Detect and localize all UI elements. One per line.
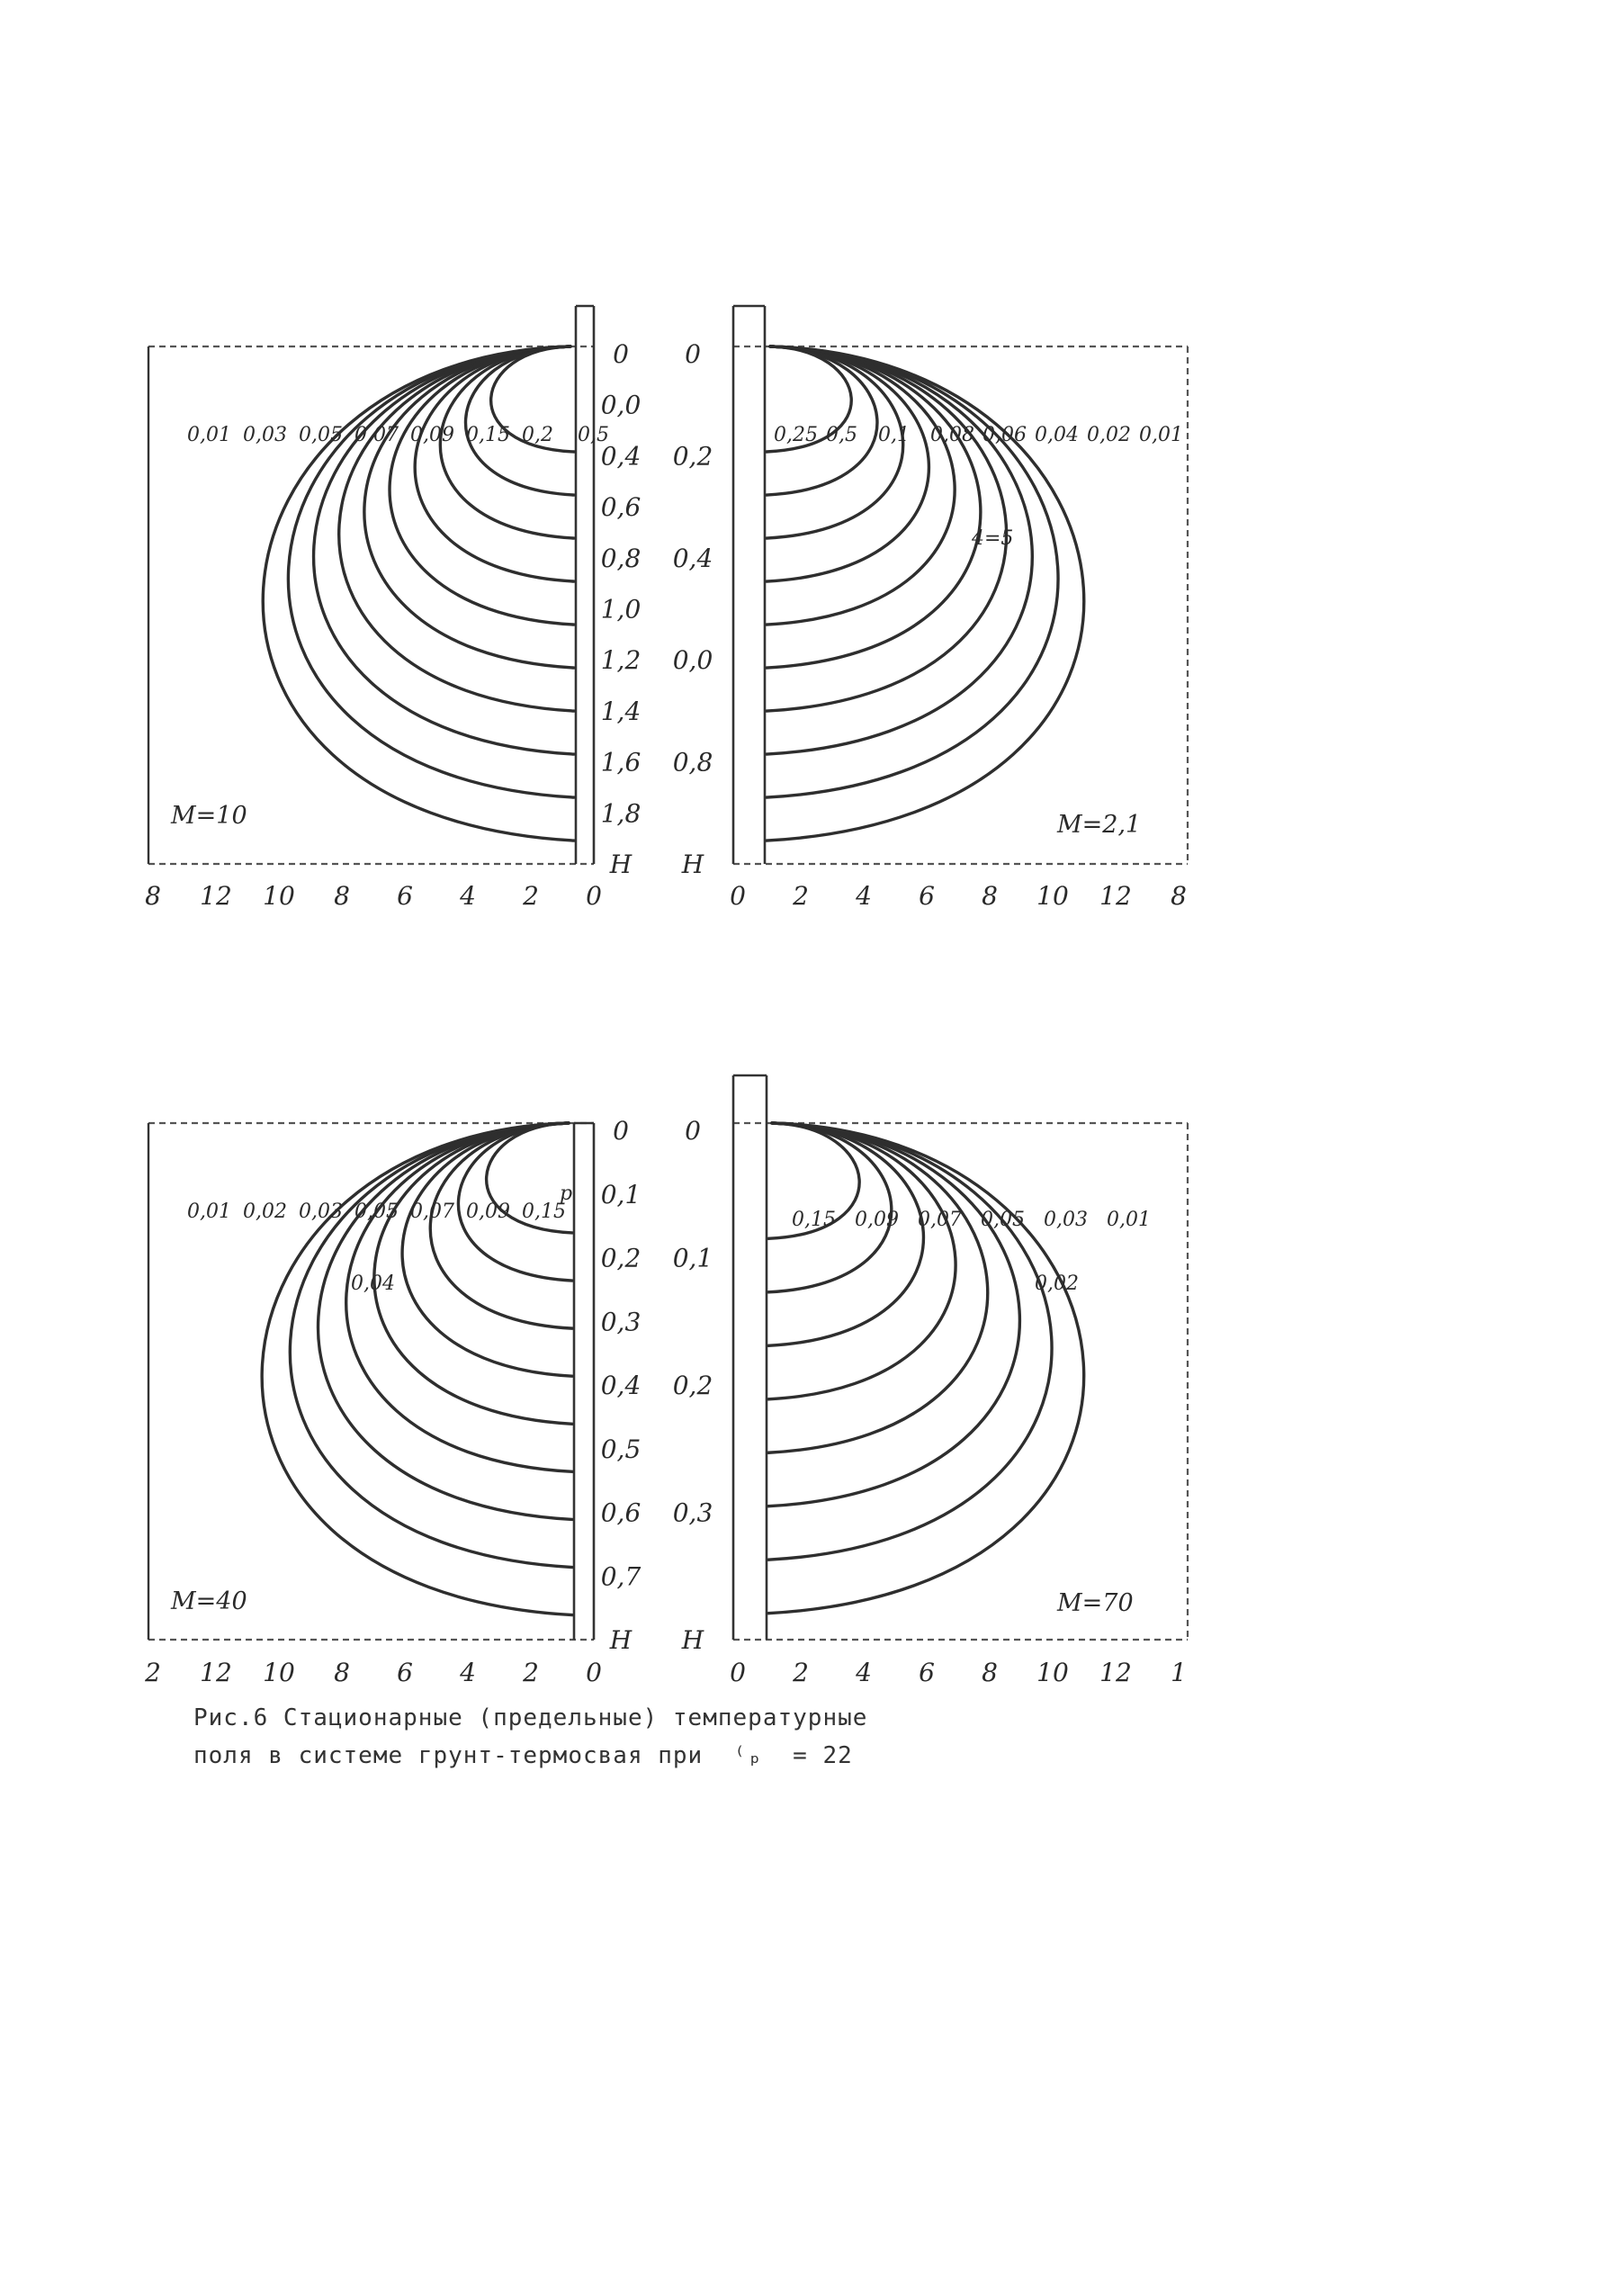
isotherm-label: 0,09	[410, 424, 454, 446]
x-tick-label: 10	[263, 881, 295, 911]
isotherm-label: 0,03	[243, 424, 287, 446]
isotherm-label: 0,03	[1044, 1209, 1088, 1231]
depth-tick-label: H	[681, 850, 704, 879]
x-tick-label: 10	[1036, 1658, 1069, 1687]
pipe-label: p	[560, 1182, 573, 1205]
x-tick-label: 12	[1099, 1658, 1132, 1687]
x-tick-label: 2	[793, 881, 809, 911]
depth-tick-label: 0,2	[672, 441, 713, 472]
x-tick-label: 12	[200, 881, 232, 911]
isotherm-label: 0,15	[522, 1200, 566, 1223]
x-tick-label: 2	[523, 1658, 539, 1687]
x-tick-label: 8	[982, 881, 998, 911]
isotherm-curve	[767, 346, 1032, 754]
isotherm-extra-label: 0,04	[351, 1272, 395, 1295]
isotherm-label: 0,1	[878, 424, 910, 446]
depth-tick-label: 0,8	[672, 747, 713, 778]
x-tick-label: 10	[1036, 881, 1069, 911]
depth-tick-label: 0,4	[672, 543, 713, 573]
x-tick-label: 0	[730, 1658, 746, 1687]
x-tick-label: 4	[856, 1658, 872, 1687]
isotherm-curve	[767, 346, 1007, 711]
depth-tick-label: 1,6	[600, 747, 642, 778]
x-tick-label: 6	[919, 881, 935, 911]
figure-caption	[193, 1699, 1093, 1775]
isotherm-label: 0,07	[410, 1200, 454, 1223]
depth-tick-label: 1,0	[600, 594, 642, 625]
x-tick-label: 12	[1099, 881, 1132, 911]
depth-tick-label: 0,8	[600, 543, 642, 573]
isotherm-label: 0,09	[466, 1200, 510, 1223]
x-tick-label: 4	[460, 881, 476, 911]
isotherm-label: 0,5	[826, 424, 857, 446]
isotherm-label: 0,2	[522, 424, 553, 446]
isotherm-curve	[402, 1123, 572, 1376]
isotherm-curve	[290, 1123, 572, 1568]
caption-line-2: поля в системе грунт-термосвая при ⁽ₚ = 22	[193, 1742, 853, 1769]
depth-tick-label: H	[609, 850, 633, 879]
depth-tick-label: 1,4	[600, 696, 642, 726]
parameter-label: M=2,1	[1057, 811, 1142, 839]
isotherm-curve	[314, 346, 574, 754]
x-tick-label: 6	[397, 1658, 413, 1687]
isotherm-label: 0,25	[774, 424, 818, 446]
x-tick-label: 2	[145, 1658, 161, 1687]
parameter-label: M=40	[171, 1587, 247, 1615]
x-tick-label: 4	[460, 1658, 476, 1687]
depth-tick-label: 0,5	[600, 1434, 642, 1464]
isotherm-label: 0,01	[1139, 424, 1183, 446]
x-tick-label: 8	[334, 881, 350, 911]
depth-tick-label: 0,3	[672, 1497, 713, 1528]
isotherm-curve	[339, 346, 574, 711]
isotherm-label: 0,02	[243, 1200, 287, 1223]
isotherm-label: 0,07	[918, 1209, 962, 1231]
parameter-label: M=10	[171, 802, 247, 830]
isotherm-curve	[768, 1123, 1084, 1614]
depth-tick-label: 1,2	[600, 645, 642, 676]
isotherm-label: 0,03	[299, 1200, 343, 1223]
isotherm-label: 0,5	[578, 424, 609, 446]
depth-tick-label: 0,1	[600, 1179, 642, 1209]
x-tick-label: 2	[523, 881, 539, 911]
depth-tick-label: 1,8	[600, 798, 642, 829]
isotherm-label: 0,01	[187, 424, 231, 446]
x-tick-label: 2	[793, 1658, 809, 1687]
depth-tick-label: 0,4	[600, 441, 642, 472]
parameter-label: M=70	[1057, 1589, 1134, 1617]
depth-tick-label: 0,6	[600, 1497, 642, 1528]
depth-tick-label: 0,3	[600, 1307, 642, 1337]
depth-tick-label: 0,0	[600, 390, 642, 420]
depth-tick-label: H	[609, 1625, 633, 1655]
x-tick-label: 6	[397, 881, 413, 911]
depth-tick-label: 0	[685, 1116, 701, 1146]
isotherm-label: 0,15	[792, 1209, 836, 1231]
isotherm-label: 0,01	[1107, 1209, 1151, 1231]
isotherm-label: 0,05	[299, 424, 343, 446]
x-tick-label: 1	[1171, 1658, 1187, 1687]
x-tick-label: 12	[200, 1658, 232, 1687]
depth-tick-label: 0,2	[600, 1243, 642, 1273]
x-tick-label: 0	[586, 881, 602, 911]
isotherm-label: 0,04	[1035, 424, 1079, 446]
caption-line-1: Рис.6 Стационарные (предельные) температурные	[193, 1704, 868, 1731]
depth-tick-label: 0,1	[672, 1243, 713, 1273]
depth-tick-label: 0	[613, 339, 629, 369]
isotherm-label: 0,07	[354, 424, 399, 446]
x-tick-label: 8	[1171, 881, 1187, 911]
x-tick-label: 8	[982, 1658, 998, 1687]
isotherm-label: 0,02	[1087, 424, 1131, 446]
depth-tick-label: 0,7	[600, 1561, 642, 1592]
depth-tick-label: 0,4	[600, 1371, 642, 1400]
x-tick-label: 6	[919, 1658, 935, 1687]
depth-tick-label: 0,2	[672, 1371, 713, 1400]
x-tick-label: 0	[730, 881, 746, 911]
x-tick-label: 4	[856, 881, 872, 911]
isotherm-curve	[768, 1123, 956, 1399]
isotherm-curve	[767, 346, 1084, 841]
isotherm-label: 0,06	[982, 424, 1027, 446]
x-tick-label: 8	[145, 881, 161, 911]
depth-tick-label: H	[681, 1625, 704, 1655]
isotherm-label: 0,08	[930, 424, 974, 446]
isotherm-extra-label: 0,02	[1035, 1272, 1079, 1295]
isotherm-label: 0,05	[981, 1209, 1025, 1231]
depth-tick-label: 0	[685, 339, 701, 369]
isotherm-extra-label: 4=5	[972, 527, 1014, 550]
isotherm-label: 0,15	[466, 424, 510, 446]
depth-tick-label: 0,6	[600, 492, 642, 523]
isotherm-label: 0,01	[187, 1200, 231, 1223]
isotherm-curve	[768, 1123, 892, 1292]
isotherm-label: 0,09	[855, 1209, 899, 1231]
depth-tick-label: 0,0	[672, 645, 713, 676]
isotherm-label: 0,05	[354, 1200, 399, 1223]
x-tick-label: 8	[334, 1658, 350, 1687]
depth-tick-label: 0	[613, 1116, 629, 1146]
x-tick-label: 0	[586, 1658, 602, 1687]
x-tick-label: 10	[263, 1658, 295, 1687]
isotherm-curve	[263, 346, 574, 841]
